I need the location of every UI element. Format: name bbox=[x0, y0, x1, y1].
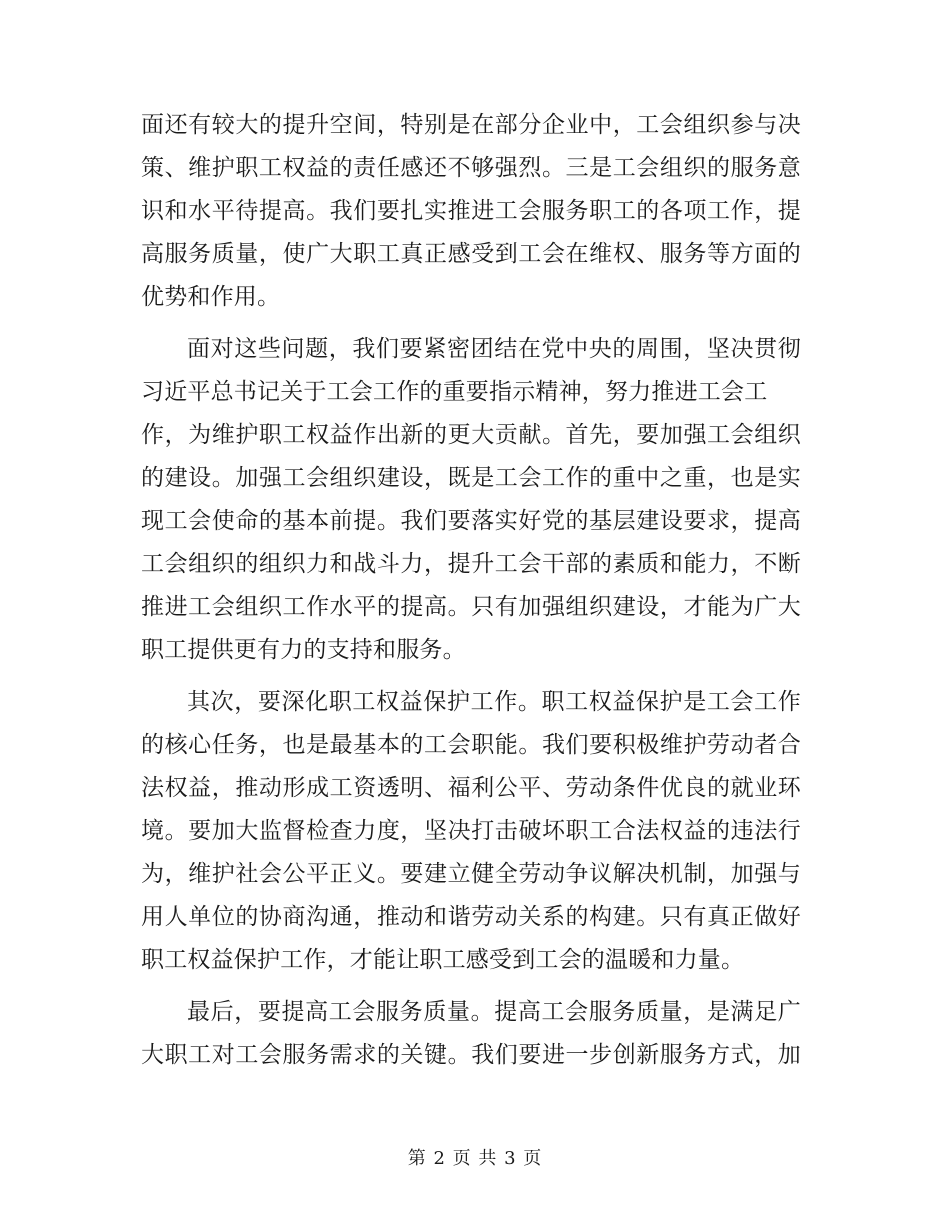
paragraph-first-line: 最后，要提高工会服务质量。提高工会服务质量，是满足广 bbox=[187, 999, 801, 1025]
text-line: 习近平总书记关于工会工作的重要指示精神，努力推进工会工 bbox=[141, 379, 768, 405]
paragraph-first-line: 其次，要深化职工权益保护工作。职工权益保护是工会工作 bbox=[187, 689, 801, 715]
text-line: 大职工对工会服务需求的关键。我们要进一步创新服务方式，加 bbox=[141, 1042, 801, 1068]
text-line: 职工权益保护工作，才能让职工感受到工会的温暖和力量。 bbox=[141, 947, 745, 973]
text-line: 现工会使命的基本前提。我们要落实好党的基层建设要求，提高 bbox=[141, 508, 801, 534]
text-line: 境。要加大监督检查力度，坚决打击破坏职工合法权益的违法行 bbox=[141, 818, 801, 844]
text-line: 优势和作用。 bbox=[141, 284, 281, 310]
page-footer: 第 2 页 共 3 页 bbox=[407, 1148, 543, 1169]
text-line: 的建设。加强工会组织建设，既是工会工作的重中之重，也是实 bbox=[141, 465, 801, 491]
text-line: 职工提供更有力的支持和服务。 bbox=[141, 637, 466, 663]
text-line: 识和水平待提高。我们要扎实推进工会服务职工的各项工作，提 bbox=[141, 198, 801, 224]
text-line: 法权益，推动形成工资透明、福利公平、劳动条件优良的就业环 bbox=[141, 775, 801, 801]
text-line: 用人单位的协商沟通，推动和谐劳动关系的构建。只有真正做好 bbox=[141, 904, 801, 930]
paragraph-first-line: 面对这些问题，我们要紧密团结在党中央的周围，坚决贯彻 bbox=[187, 336, 801, 362]
text-line: 的核心任务，也是最基本的工会职能。我们要积极维护劳动者合 bbox=[141, 732, 801, 758]
text-line: 工会组织的组织力和战斗力，提升工会干部的素质和能力，不断 bbox=[141, 551, 801, 577]
text-line: 面还有较大的提升空间，特别是在部分企业中，工会组织参与决 bbox=[141, 112, 801, 138]
text-line: 推进工会组织工作水平的提高。只有加强组织建设，才能为广大 bbox=[141, 594, 801, 620]
text-line: 为，维护社会公平正义。要建立健全劳动争议解决机制，加强与 bbox=[141, 861, 801, 887]
text-line: 策、维护职工权益的责任感还不够强烈。三是工会组织的服务意 bbox=[141, 155, 801, 181]
text-line: 作，为维护职工权益作出新的更大贡献。首先，要加强工会组织 bbox=[141, 422, 801, 448]
text-line: 高服务质量，使广大职工真正感受到工会在维权、服务等方面的 bbox=[141, 241, 801, 267]
